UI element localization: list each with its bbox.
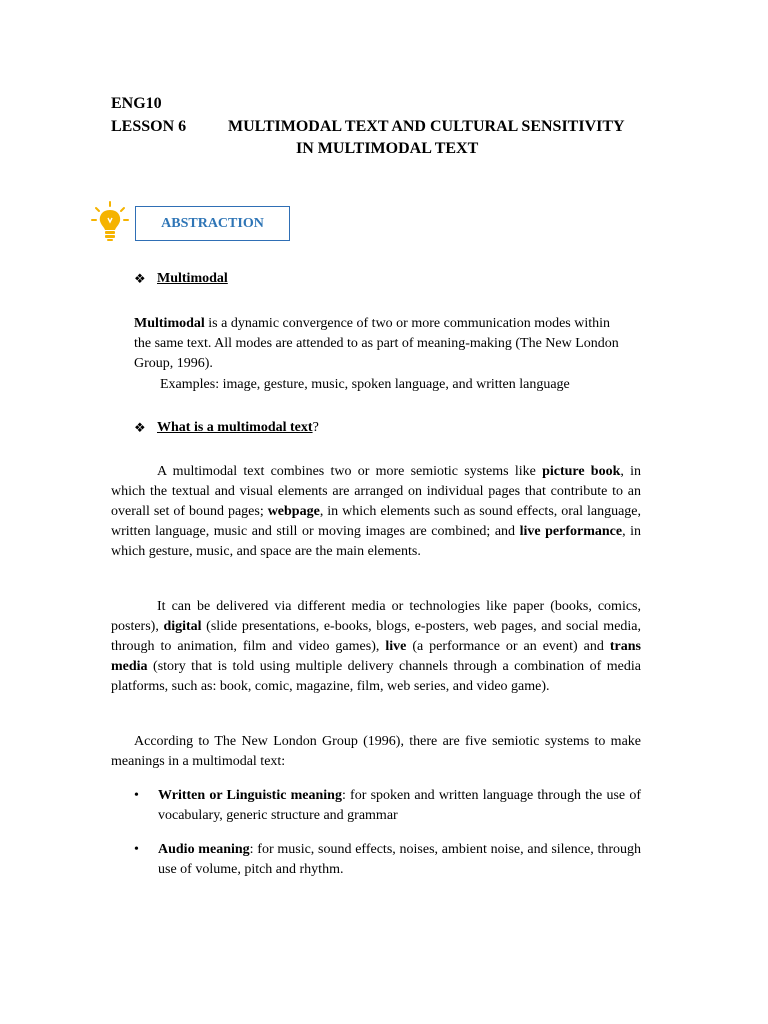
p1-bold-webpage: webpage: [267, 504, 320, 519]
bullet-audio: [158, 840, 641, 880]
p2-text-4: (story that is told using multiple delivery channels through a combination of media platforms, such as: book, comic, magazine, film, web series, and video game).: [111, 659, 641, 694]
paragraph-new-london-group: According to The New London Group (1996), there are five semiotic systems to make meanings in a multimodal text:: [111, 734, 641, 769]
diamond-bullet-icon: ❖: [134, 420, 146, 435]
p1-text-2: , in which the textual and visual elements are arranged on individual pages that contribute to an overall set of bound pages;: [111, 464, 642, 519]
diamond-bullet-icon: ❖: [134, 271, 146, 286]
multimodal-definition: [134, 314, 624, 374]
p2-text-2: (slide presentations, e-books, blogs, e-posters, web pages, and social media, through to animation, film and video games),: [111, 619, 642, 654]
bullet-term: Audio meaning: [158, 842, 250, 857]
lesson-label: LESSON 6: [111, 118, 187, 135]
bullet-text: : for music, sound effects, noises, ambient noise, and silence, through use of volume, pitch and rhythm.: [158, 842, 641, 877]
section-label: ABSTRACTION: [161, 215, 264, 231]
multimodal-examples: Examples: image, gesture, music, spoken language, and written language: [160, 377, 570, 392]
bullet-written-linguistic: [158, 786, 641, 826]
paragraph-delivery-media: [111, 597, 641, 697]
p2-bold-digital: digital: [163, 619, 202, 634]
p2-bold-live: live: [385, 639, 407, 654]
what-is-heading: [157, 418, 319, 438]
bullet-term: Written or Linguistic meaning: [158, 788, 342, 803]
p2-bold-trans-media: trans media: [111, 639, 641, 674]
p2-text-1: It can be delivered via different media or technologies like paper (books, comics, posters),: [111, 599, 641, 634]
p1-text-4: , in which gesture, music, and space are the main elements.: [111, 524, 641, 559]
bullet-dot: •: [134, 788, 139, 803]
p1-text-3: , in which elements such as sound effects, oral language, written language, music and still or moving images are combined; and: [111, 504, 641, 539]
multimodal-definition-text: is a dynamic convergence of two or more communication modes within the same text. All modes are attended to as part of meaning-making (The New London Group, 1996).: [134, 316, 619, 371]
lightbulb-icon: [90, 200, 130, 244]
what-is-heading-suffix: ?: [312, 420, 319, 435]
paragraph-semiotic-systems: [111, 462, 641, 562]
p1-text-1: A multimodal text combines two or more semiotic systems like: [157, 464, 543, 479]
course-code: ENG10: [111, 95, 162, 112]
multimodal-term: Multimodal: [134, 316, 205, 331]
lesson-title-line2: IN MULTIMODAL TEXT: [296, 140, 479, 157]
bullet-text: : for spoken and written language through the use of vocabulary, generic structure and grammar: [158, 788, 641, 823]
lesson-title-line1: MULTIMODAL TEXT AND CULTURAL SENSITIVITY: [228, 118, 625, 135]
p2-text-3: (a performance or an event) and: [406, 639, 610, 654]
p1-bold-live-performance: live performance: [519, 524, 623, 539]
p1-bold-picture-book: picture book: [542, 464, 621, 479]
section-label-box: [135, 206, 290, 241]
what-is-heading-text: What is a multimodal text: [157, 420, 313, 435]
bullet-dot: •: [134, 842, 139, 857]
multimodal-heading: Multimodal: [157, 271, 228, 286]
